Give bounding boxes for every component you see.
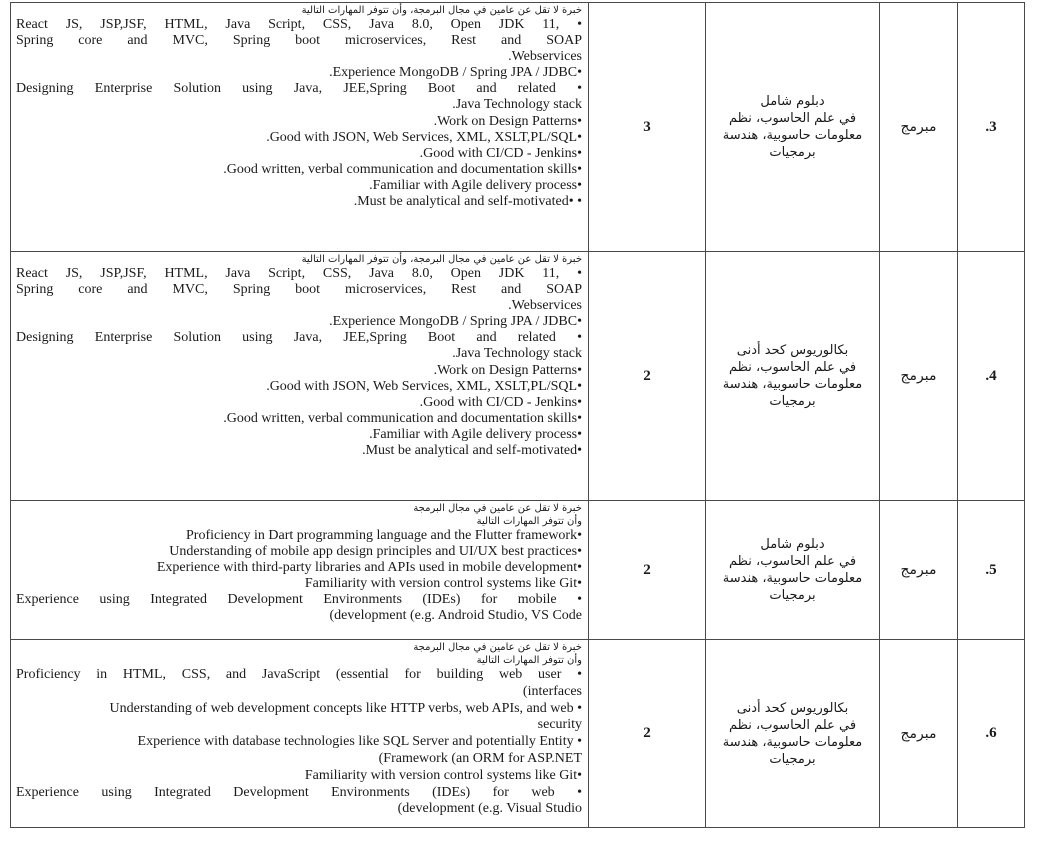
positions-count: 3 [589, 3, 706, 252]
qualification-line: معلومات حاسوبية، هندسة [722, 734, 863, 750]
table-row [11, 252, 1025, 501]
requirement-line: (Framework (an ORM for ASP.NET [378, 750, 582, 766]
job-title: مبرمج [880, 501, 958, 640]
requirement-line: Spring core and MVC, Spring boot microservices, Rest and SOAP [16, 282, 582, 298]
requirement-line: .Webservices [508, 298, 582, 314]
experience-heading: خبرة لا تقل عن عامين في مجال البرمجة، وأن تتوفر المهارات التالية [301, 5, 582, 16]
qualification-line: برمجيات [769, 588, 816, 603]
requirement-line: Experience with database technologies like SQL Server and potentially Entity • [137, 734, 582, 750]
requirement-line: (development (e.g. Android Studio, VS Code [329, 608, 582, 624]
positions-count: 2 [589, 640, 706, 828]
qualification-line: بكالوريوس كحد أدنى [736, 700, 849, 716]
qualification-line: في علم الحاسوب، نظم [728, 717, 857, 733]
job-requirements-table [10, 2, 1025, 828]
requirement-line: .Good with JSON, Web Services, XML, XSLT,PL/SQL• [266, 129, 582, 145]
requirement-line: security [537, 717, 582, 733]
requirement-line: .Good written, verbal communication and documentation skills• [223, 161, 582, 177]
qualification-line: في علم الحاسوب، نظم [728, 111, 857, 126]
requirement-line: .Good written, verbal communication and documentation skills• [223, 410, 582, 426]
qualification-cell [706, 3, 880, 252]
requirement-line: Proficiency in Dart programming language and the Flutter framework• [186, 528, 582, 543]
qualification-line: برمجيات [769, 394, 816, 409]
experience-heading: وأن تتوفر المهارات التالية [476, 655, 582, 666]
requirement-line: Familiarity with version control systems like Git• [304, 576, 582, 592]
requirement-line: Designing Enterprise Solution using Java, JEE,Spring Boot and related • [16, 81, 582, 97]
qualification-line: برمجيات [769, 145, 816, 160]
table-row [11, 640, 1025, 828]
requirements-cell [11, 640, 589, 828]
table-row [11, 501, 1025, 640]
qualification-cell [706, 252, 880, 501]
requirement-line: Spring core and MVC, Spring boot microservices, Rest and SOAP [16, 33, 582, 49]
row-number: .6 [958, 640, 1025, 828]
qualification-line: في علم الحاسوب، نظم [728, 554, 857, 569]
qualification-line: بكالوريوس كحد أدنى [736, 343, 849, 358]
requirement-line: React JS, JSP,JSF, HTML, Java Script, CSS, Java 8.0, Open JDK 11, • [16, 17, 582, 32]
requirement-line: .Experience MongoDB / Spring JPA / JDBC• [329, 65, 582, 81]
qualification-cell [706, 640, 880, 828]
requirement-line: Designing Enterprise Solution using Java, JEE,Spring Boot and related • [16, 330, 582, 346]
requirement-line: .Webservices [508, 49, 582, 65]
job-title: مبرمج [880, 640, 958, 828]
requirement-line: Understanding of web development concepts like HTTP verbs, web APIs, and web • [109, 700, 582, 716]
positions-count: 2 [589, 252, 706, 501]
requirement-line: .Familiar with Agile delivery process• [369, 426, 582, 442]
qualification-line: معلومات حاسوبية، هندسة [722, 128, 863, 143]
requirement-line: Experience using Integrated Development Environments (IDEs) for web • [16, 784, 582, 800]
requirements-cell [11, 3, 589, 252]
row-number: .3 [958, 3, 1025, 252]
qualification-line: دبلوم شامل [760, 537, 825, 552]
table-row [11, 3, 1025, 252]
positions-count: 2 [589, 501, 706, 640]
requirement-line: React JS, JSP,JSF, HTML, Java Script, CSS, Java 8.0, Open JDK 11, • [16, 266, 582, 281]
requirements-cell [11, 252, 589, 501]
requirement-line: .Work on Design Patterns• [433, 362, 582, 378]
requirement-line: .Work on Design Patterns• [433, 113, 582, 129]
requirement-line: Experience using Integrated Development Environments (IDEs) for mobile • [16, 592, 582, 608]
requirement-line: Understanding of mobile app design principles and UI/UX best practices• [169, 544, 582, 560]
requirement-line: Experience with third-party libraries and APIs used in mobile development• [156, 560, 582, 576]
requirement-line: .Must be analytical and self-motivated• [362, 443, 582, 459]
requirement-line: .Good with CI/CD - Jenkins• [419, 394, 582, 410]
experience-heading: خبرة لا تقل عن عامين في مجال البرمجة، وأن تتوفر المهارات التالية [301, 254, 582, 265]
experience-heading: خبرة لا تقل عن عامين في مجال البرمجة [413, 642, 582, 653]
requirement-line: .Experience MongoDB / Spring JPA / JDBC• [329, 314, 582, 330]
qualification-line: برمجيات [769, 751, 816, 767]
experience-heading: خبرة لا تقل عن عامين في مجال البرمجة [413, 503, 582, 514]
experience-heading: وأن تتوفر المهارات التالية [476, 516, 582, 527]
requirement-line: (interfaces [522, 683, 582, 699]
requirements-cell [11, 501, 589, 640]
qualification-cell [706, 501, 880, 640]
requirement-line: .Familiar with Agile delivery process• [369, 177, 582, 193]
job-title: مبرمج [880, 252, 958, 501]
row-number: .5 [958, 501, 1025, 640]
job-title: مبرمج [880, 3, 958, 252]
qualification-line: معلومات حاسوبية، هندسة [722, 571, 863, 586]
requirement-line: .Must be analytical and self-motivated• • [353, 194, 582, 210]
qualification-line: معلومات حاسوبية، هندسة [722, 377, 863, 392]
requirement-line: (development (e.g. Visual Studio [397, 801, 582, 817]
requirement-line: .Good with CI/CD - Jenkins• [419, 145, 582, 161]
requirement-line: .Java Technology stack [452, 346, 582, 362]
qualification-line: في علم الحاسوب، نظم [728, 360, 857, 375]
requirement-line: .Java Technology stack [452, 97, 582, 113]
qualification-line: دبلوم شامل [760, 94, 825, 109]
row-number: .4 [958, 252, 1025, 501]
requirement-line: .Good with JSON, Web Services, XML, XSLT,PL/SQL• [266, 378, 582, 394]
requirement-line: Proficiency in HTML, CSS, and JavaScript (essential for building web user • [16, 667, 582, 682]
requirement-line: Familiarity with version control systems like Git• [304, 767, 582, 783]
